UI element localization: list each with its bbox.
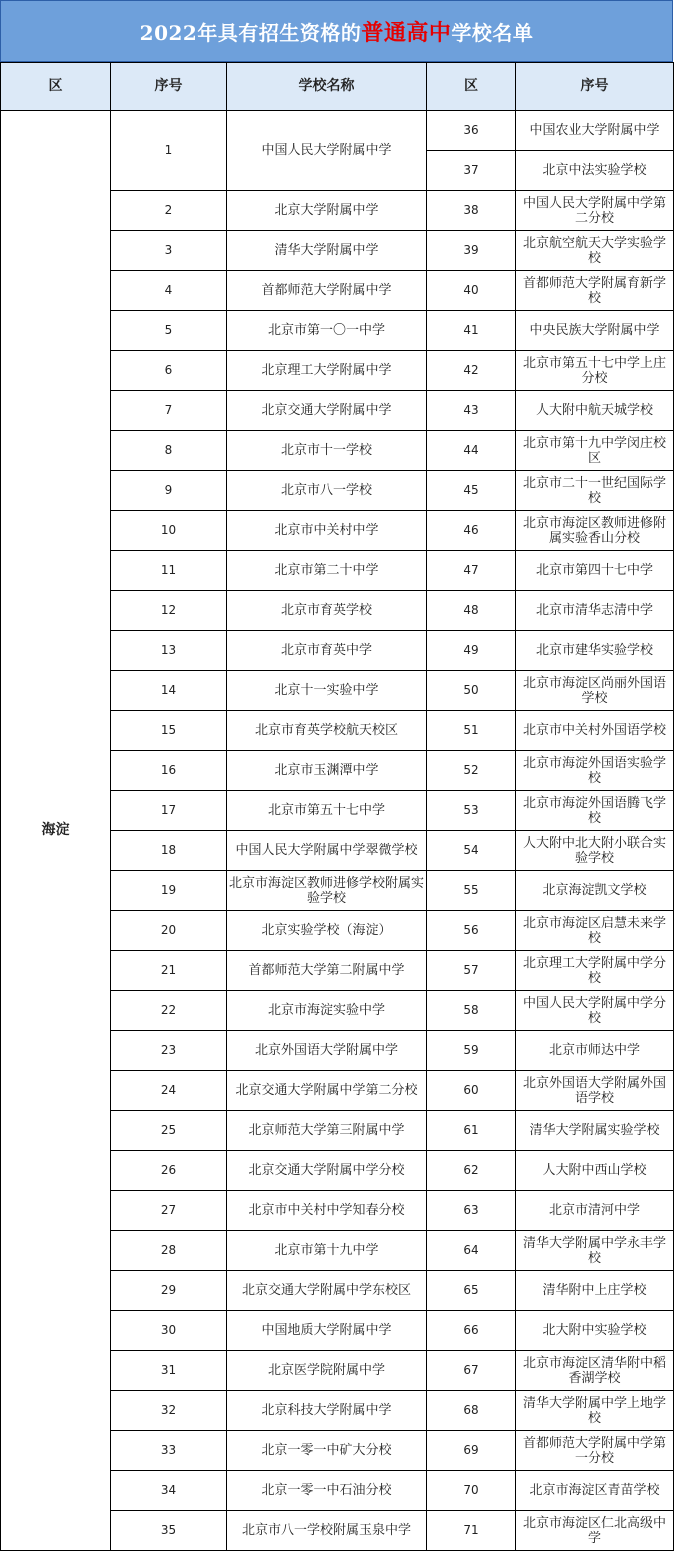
school-number: 5 (111, 311, 227, 351)
school-name-right: 北京市清华志清中学 (516, 591, 674, 631)
school-number: 7 (111, 391, 227, 431)
school-number: 11 (111, 551, 227, 591)
school-name-right: 首都师范大学附属中学第一分校 (516, 1431, 674, 1471)
school-number: 34 (111, 1471, 227, 1511)
school-name-right: 北京市中关村外国语学校 (516, 711, 674, 751)
school-number: 8 (111, 431, 227, 471)
school-name-right: 清华附中上庄学校 (516, 1271, 674, 1311)
school-number-right: 57 (427, 951, 516, 991)
school-name: 北京市第一〇一中学 (227, 311, 427, 351)
school-number: 14 (111, 671, 227, 711)
school-number-right: 44 (427, 431, 516, 471)
school-number-right: 36 (427, 111, 516, 151)
school-number-right: 43 (427, 391, 516, 431)
school-name-right: 北京市海淀区教师进修附属实验香山分校 (516, 511, 674, 551)
school-number: 1 (111, 111, 227, 191)
school-name: 北京市十一学校 (227, 431, 427, 471)
school-number: 32 (111, 1391, 227, 1431)
school-name-right: 人大附中航天城学校 (516, 391, 674, 431)
school-number: 20 (111, 911, 227, 951)
school-name: 首都师范大学第二附属中学 (227, 951, 427, 991)
school-name: 北京市育英学校航天校区 (227, 711, 427, 751)
school-number-right: 49 (427, 631, 516, 671)
school-number: 9 (111, 471, 227, 511)
school-name-right: 中国人民大学附属中学第二分校 (516, 191, 674, 231)
school-name: 北京市第二十中学 (227, 551, 427, 591)
school-number: 24 (111, 1071, 227, 1111)
header-school-name: 学校名称 (227, 63, 427, 111)
school-number: 4 (111, 271, 227, 311)
school-name-right: 北京市海淀区尚丽外国语学校 (516, 671, 674, 711)
school-name: 北京十一实验中学 (227, 671, 427, 711)
school-name: 北京交通大学附属中学第二分校 (227, 1071, 427, 1111)
school-number: 13 (111, 631, 227, 671)
school-number: 22 (111, 991, 227, 1031)
school-number: 16 (111, 751, 227, 791)
school-number: 35 (111, 1511, 227, 1551)
school-name-right: 中央民族大学附属中学 (516, 311, 674, 351)
school-number: 27 (111, 1191, 227, 1231)
header-district: 区 (1, 63, 111, 111)
school-number-right: 62 (427, 1151, 516, 1191)
school-name-right: 清华大学附属中学上地学校 (516, 1391, 674, 1431)
school-name-right: 人大附中北大附小联合实验学校 (516, 831, 674, 871)
school-name: 北京市八一学校 (227, 471, 427, 511)
school-number-right: 58 (427, 991, 516, 1031)
school-number-right: 41 (427, 311, 516, 351)
school-number-right: 50 (427, 671, 516, 711)
school-number: 23 (111, 1031, 227, 1071)
school-number-right: 42 (427, 351, 516, 391)
school-name: 北京交通大学附属中学分校 (227, 1151, 427, 1191)
school-name-right: 北京理工大学附属中学分校 (516, 951, 674, 991)
school-name: 北京科技大学附属中学 (227, 1391, 427, 1431)
school-name: 北京交通大学附属中学东校区 (227, 1271, 427, 1311)
school-number: 28 (111, 1231, 227, 1271)
school-name: 中国人民大学附属中学 (227, 111, 427, 191)
school-name-right: 北京市海淀外国语腾飞学校 (516, 791, 674, 831)
table-row (1, 111, 674, 151)
school-number-right: 61 (427, 1111, 516, 1151)
school-name: 北京市第五十七中学 (227, 791, 427, 831)
school-number: 15 (111, 711, 227, 751)
school-name: 北京市第十九中学 (227, 1231, 427, 1271)
school-number: 18 (111, 831, 227, 871)
school-number-right: 51 (427, 711, 516, 751)
school-name-right: 北京航空航天大学实验学校 (516, 231, 674, 271)
school-number: 25 (111, 1111, 227, 1151)
header-number-2: 序号 (516, 63, 674, 111)
school-name-right: 人大附中西山学校 (516, 1151, 674, 1191)
school-number: 10 (111, 511, 227, 551)
school-number: 17 (111, 791, 227, 831)
school-number-right: 63 (427, 1191, 516, 1231)
school-name-right: 北京中法实验学校 (516, 151, 674, 191)
title-suffix: 学校名单 (451, 20, 534, 45)
school-number: 6 (111, 351, 227, 391)
school-number: 3 (111, 231, 227, 271)
school-name-right: 北京市清河中学 (516, 1191, 674, 1231)
school-name-right: 北京市第四十七中学 (516, 551, 674, 591)
school-number: 33 (111, 1431, 227, 1471)
school-table (0, 62, 674, 1551)
school-name-right: 北京市海淀区仁北高级中学 (516, 1511, 674, 1551)
school-name-right: 北京市第十九中学闵庄校区 (516, 431, 674, 471)
school-name-right: 北京外国语大学附属外国语学校 (516, 1071, 674, 1111)
school-name: 北京大学附属中学 (227, 191, 427, 231)
school-name-right: 北京市海淀区清华附中稻香湖学校 (516, 1351, 674, 1391)
school-number: 12 (111, 591, 227, 631)
school-name: 首都师范大学附属中学 (227, 271, 427, 311)
school-name-right: 中国人民大学附属中学分校 (516, 991, 674, 1031)
school-number: 21 (111, 951, 227, 991)
school-name: 北京外国语大学附属中学 (227, 1031, 427, 1071)
school-name-right: 清华大学附属实验学校 (516, 1111, 674, 1151)
school-name: 北京一零一中石油分校 (227, 1471, 427, 1511)
school-number-right: 64 (427, 1231, 516, 1271)
school-name-right: 中国农业大学附属中学 (516, 111, 674, 151)
page-title (0, 0, 673, 62)
school-number-right: 65 (427, 1271, 516, 1311)
district-cell: 海淀 (1, 111, 111, 1551)
school-name: 北京市海淀实验中学 (227, 991, 427, 1031)
school-number: 30 (111, 1311, 227, 1351)
school-number: 31 (111, 1351, 227, 1391)
school-number-right: 38 (427, 191, 516, 231)
title-prefix: 2022年具有招生资格的 (139, 20, 362, 45)
school-number-right: 37 (427, 151, 516, 191)
school-number-right: 66 (427, 1311, 516, 1351)
school-number-right: 45 (427, 471, 516, 511)
school-name-right: 北京市第五十七中学上庄分校 (516, 351, 674, 391)
school-number: 19 (111, 871, 227, 911)
school-name: 北京市中关村中学知春分校 (227, 1191, 427, 1231)
school-name-right: 清华大学附属中学永丰学校 (516, 1231, 674, 1271)
header-number: 序号 (111, 63, 227, 111)
table-header-row (1, 63, 674, 111)
school-name-right: 北大附中实验学校 (516, 1311, 674, 1351)
school-number: 26 (111, 1151, 227, 1191)
school-name: 北京市中关村中学 (227, 511, 427, 551)
school-name-right: 北京市师达中学 (516, 1031, 674, 1071)
school-number: 2 (111, 191, 227, 231)
school-number-right: 46 (427, 511, 516, 551)
school-number-right: 40 (427, 271, 516, 311)
school-name: 清华大学附属中学 (227, 231, 427, 271)
school-number-right: 56 (427, 911, 516, 951)
school-name: 北京市八一学校附属玉泉中学 (227, 1511, 427, 1551)
school-name-right: 首都师范大学附属育新学校 (516, 271, 674, 311)
school-name-right: 北京市海淀外国语实验学校 (516, 751, 674, 791)
school-name: 北京市育英中学 (227, 631, 427, 671)
school-name-right: 北京市建华实验学校 (516, 631, 674, 671)
school-name: 北京市育英学校 (227, 591, 427, 631)
title-highlight: 普通高中 (361, 19, 452, 46)
school-number-right: 60 (427, 1071, 516, 1111)
school-number-right: 71 (427, 1511, 516, 1551)
school-number-right: 69 (427, 1431, 516, 1471)
header-district-2: 区 (427, 63, 516, 111)
school-name-right: 北京市海淀区青苗学校 (516, 1471, 674, 1511)
school-number-right: 67 (427, 1351, 516, 1391)
school-name: 北京师范大学第三附属中学 (227, 1111, 427, 1151)
school-number-right: 39 (427, 231, 516, 271)
school-number-right: 55 (427, 871, 516, 911)
school-name-right: 北京市二十一世纪国际学校 (516, 471, 674, 511)
school-name: 北京市海淀区教师进修学校附属实验学校 (227, 871, 427, 911)
school-number-right: 68 (427, 1391, 516, 1431)
school-number-right: 48 (427, 591, 516, 631)
school-name: 北京交通大学附属中学 (227, 391, 427, 431)
school-name: 北京理工大学附属中学 (227, 351, 427, 391)
school-name: 北京市玉渊潭中学 (227, 751, 427, 791)
school-number-right: 59 (427, 1031, 516, 1071)
school-number-right: 53 (427, 791, 516, 831)
school-name: 北京一零一中矿大分校 (227, 1431, 427, 1471)
school-name: 北京医学院附属中学 (227, 1351, 427, 1391)
school-name-right: 北京市海淀区启慧未来学校 (516, 911, 674, 951)
school-name: 中国地质大学附属中学 (227, 1311, 427, 1351)
school-number-right: 70 (427, 1471, 516, 1511)
school-number-right: 47 (427, 551, 516, 591)
school-name-right: 北京海淀凯文学校 (516, 871, 674, 911)
school-name: 中国人民大学附属中学翠微学校 (227, 831, 427, 871)
school-number: 29 (111, 1271, 227, 1311)
school-number-right: 54 (427, 831, 516, 871)
school-name: 北京实验学校（海淀） (227, 911, 427, 951)
school-number-right: 52 (427, 751, 516, 791)
table-body (1, 111, 674, 1551)
